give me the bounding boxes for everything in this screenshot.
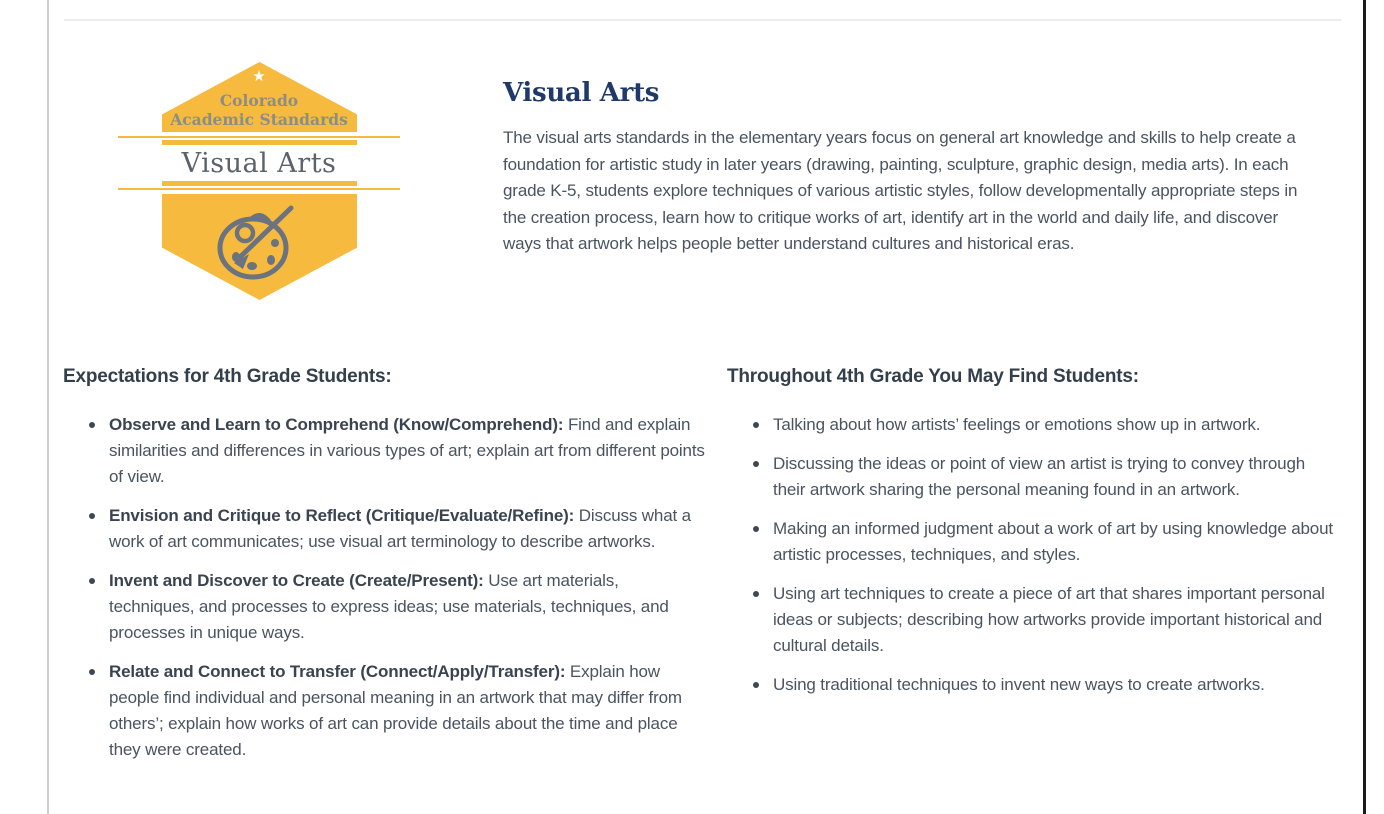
list-item: Using traditional techniques to invent new ways to create artworks.	[753, 672, 1341, 698]
item-lead: Invent and Discover to Create (Create/Present):	[109, 571, 484, 590]
list-item: Using art techniques to create a piece of art that shares important personal ideas or subjects; describing how artworks provide important historical and cultural details.	[753, 581, 1341, 659]
page-right-border	[1363, 0, 1366, 814]
expectations-list	[89, 412, 705, 763]
list-item: Discussing the ideas or point of view an artist is trying to convey through their artwork sharing the personal meaning found in an artwork.	[753, 451, 1341, 503]
badge-org-line1: Colorado	[219, 91, 299, 110]
badge-banner	[118, 132, 400, 194]
intro-description: The visual arts standards in the elementary years focus on general art knowledge and skills to help create a foundation for artistic study in later years (drawing, painting, sculpture, graphic design, media arts). In each grade K-5, students explore techniques of various artistic styles, follow developmentally appropriate steps in the creation process, learn how to critique works of art, identify art in the world and daily life, and discover ways that artwork helps people better understand cultures and historical eras.	[503, 128, 1298, 253]
item-text: Find and explain similarities and differences in various types of art; explain art from different points of view.	[109, 415, 705, 486]
intro-section	[503, 78, 1303, 258]
observations-section	[727, 366, 1341, 711]
page-left-border	[47, 0, 49, 814]
badge-org-line2: Academic Standards	[170, 110, 348, 129]
list-item	[89, 412, 705, 490]
paint-palette-brush-icon	[209, 196, 309, 288]
page-title: Visual Arts	[503, 78, 660, 108]
top-divider	[64, 19, 1341, 21]
item-text: Explain how people find individual and personal meaning in an artwork that may differ from others’; explain how works of art can provide details about the time and place they were created.	[109, 662, 682, 759]
list-item: Talking about how artists’ feelings or emotions show up in artwork.	[753, 412, 1341, 438]
item-lead: Relate and Connect to Transfer (Connect/Apply/Transfer):	[109, 662, 566, 681]
list-item	[89, 568, 705, 646]
expectations-heading: Expectations for 4th Grade Students:	[63, 366, 392, 387]
badge-subject-label: Visual Arts	[181, 147, 337, 179]
banner-pinstripe-bottom	[118, 188, 400, 190]
banner-notch-bottom	[162, 181, 357, 186]
expectations-section	[63, 366, 705, 776]
badge-org-name	[118, 91, 400, 129]
list-item	[89, 503, 705, 555]
item-lead: Envision and Critique to Reflect (Critique/Evaluate/Refine):	[109, 506, 575, 525]
observations-list	[753, 412, 1341, 698]
observations-heading: Throughout 4th Grade You May Find Students:	[727, 366, 1139, 387]
item-text: Discuss what a work of art communicates; use visual art terminology to describe artworks.	[109, 506, 691, 551]
list-item	[89, 659, 705, 763]
cas-visual-arts-badge	[118, 62, 400, 300]
list-item: Making an informed judgment about a work of art by using knowledge about artistic processes, techniques, and styles.	[753, 516, 1341, 568]
star-icon: ★	[252, 68, 266, 85]
item-lead: Observe and Learn to Comprehend (Know/Comprehend):	[109, 415, 564, 434]
item-text: Use art materials, techniques, and processes to express ideas; use materials, techniques, and processes in unique ways.	[109, 571, 669, 642]
